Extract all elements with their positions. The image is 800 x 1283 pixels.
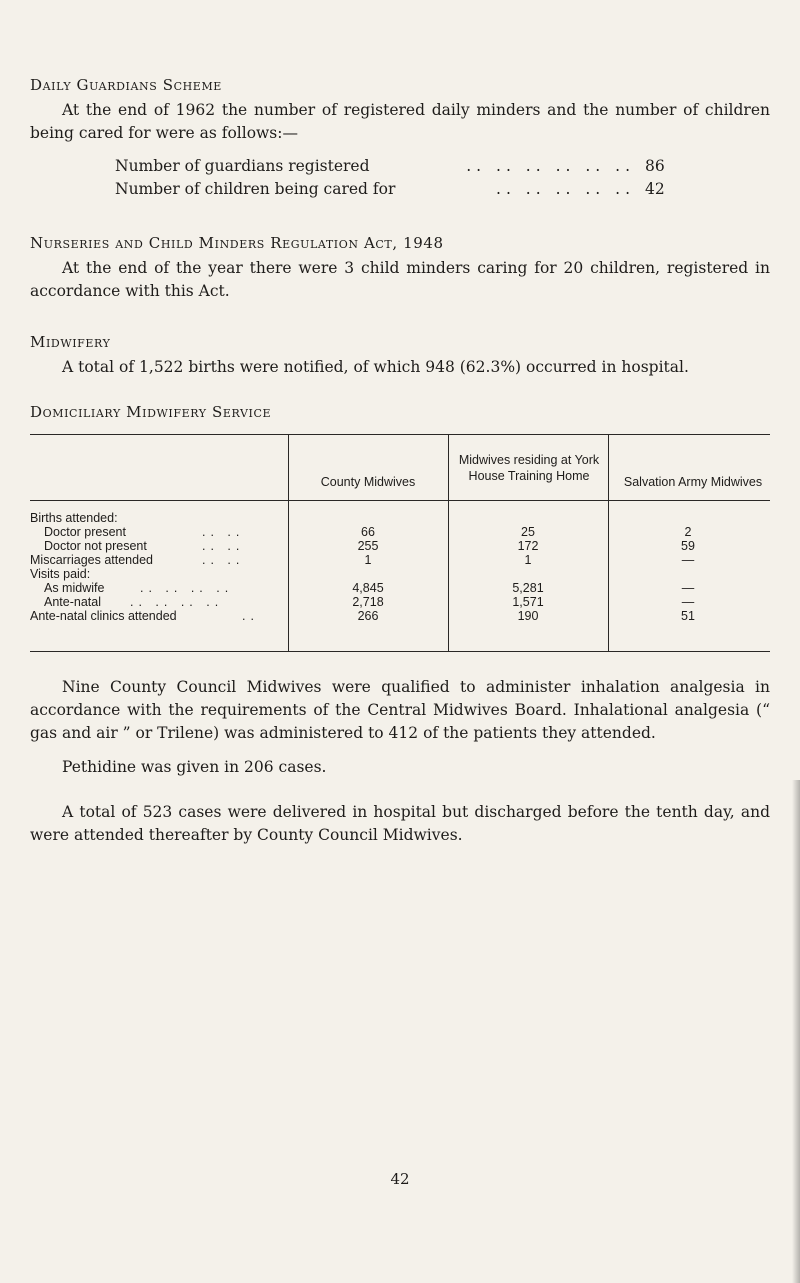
leader-dots: .. .. (202, 539, 245, 553)
leader-dots: .. (242, 609, 259, 623)
cell: 59 (681, 539, 695, 553)
row-label: Miscarriages attended (30, 553, 153, 567)
guardians-intro: At the end of 1962 the number of registered daily minders and the number of children being cared for were as follows:— (30, 101, 770, 142)
cell: 255 (357, 539, 379, 553)
discharge-paragraph: A total of 523 cases were delivered in hospital but discharged before the tenth day, and were attended thereafter by County Council Midwives. (30, 803, 770, 844)
cell: 66 (361, 525, 375, 539)
table-row (30, 539, 770, 553)
leader-dots: .. .. (202, 525, 245, 539)
column-header: Midwives residing at York House Training Home (458, 452, 600, 483)
cell: 4,845 (352, 581, 384, 595)
group-label: Births attended: (30, 511, 118, 525)
cell: — (681, 553, 695, 567)
stat-line (115, 178, 705, 200)
domiciliary-heading: Domiciliary Midwifery Service (30, 403, 272, 421)
leader-dots: .. .. .. .. (130, 595, 224, 609)
leader-dots: .. .. .. .. .. (496, 180, 635, 198)
table-row (30, 553, 770, 567)
cell: 190 (517, 609, 539, 623)
stat-label: Number of children being cared for (115, 180, 396, 198)
row-label: Doctor present (44, 525, 126, 539)
leader-dots: .. .. .. .. (140, 581, 234, 595)
cell: 1,571 (512, 595, 544, 609)
nurseries-heading: Nurseries and Child Minders Regulation Act, 1948 (30, 234, 444, 252)
row-label: Ante-natal clinics attended (30, 609, 177, 623)
table-row (30, 525, 770, 539)
table-row (30, 609, 770, 623)
row-label: Doctor not present (44, 539, 147, 553)
cell: 172 (517, 539, 539, 553)
leader-dots: .. .. .. .. .. .. (466, 157, 635, 175)
cell: — (681, 595, 695, 609)
row-label: Ante-natal (44, 595, 101, 609)
guardians-heading: Daily Guardians Scheme (30, 76, 222, 94)
stat-label: Number of guardians registered (115, 157, 370, 175)
leader-dots: .. .. (202, 553, 245, 567)
pethidine-paragraph: Pethidine was given in 206 cases. (62, 758, 327, 776)
cell: — (681, 581, 695, 595)
row-label: As midwife (44, 581, 105, 595)
table-row (30, 581, 770, 595)
page-edge-shadow (792, 780, 800, 1283)
analgesia-paragraph: Nine County Council Midwives were qualified to administer inhalation analgesia in accordance with the requirements of the Central Midwives Board. Inhalational analgesia (“ gas and air ” or Trilene) was administered to 412 of the patients they attended. (30, 678, 770, 742)
cell: 266 (357, 609, 379, 623)
nurseries-text: At the end of the year there were 3 child minders caring for 20 children, registered in accordance with this Act. (30, 259, 770, 300)
cell: 1 (364, 553, 372, 567)
midwifery-text: A total of 1,522 births were notified, of which 948 (62.3%) occurred in hospital. (62, 358, 689, 376)
cell: 2,718 (352, 595, 384, 609)
group-label: Visits paid: (30, 567, 91, 581)
cell: 1 (524, 553, 532, 567)
domiciliary-table (30, 434, 770, 652)
cell: 25 (521, 525, 535, 539)
stat-line (115, 155, 705, 177)
table-row (30, 595, 770, 609)
column-header: County Midwives (320, 474, 416, 489)
table-group-row (30, 511, 770, 525)
midwifery-heading: Midwifery (30, 333, 111, 351)
page-number: 42 (390, 1170, 410, 1188)
cell: 51 (681, 609, 695, 623)
cell: 5,281 (512, 581, 544, 595)
table-group-row (30, 567, 770, 581)
column-header: Salvation Army Midwives (623, 474, 763, 489)
cell: 2 (684, 525, 692, 539)
stat-value: 42 (645, 180, 665, 198)
stat-value: 86 (645, 157, 665, 175)
